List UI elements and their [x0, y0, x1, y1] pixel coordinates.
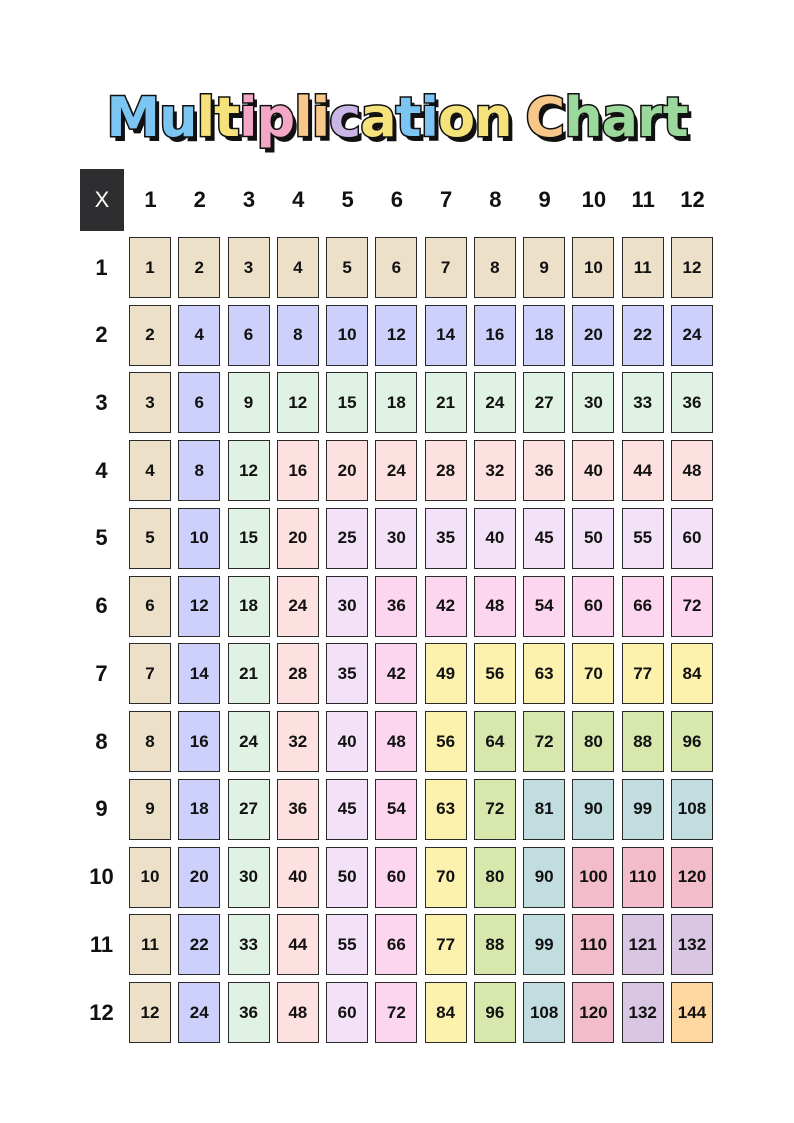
title-letter: h: [564, 86, 602, 149]
product-cell: 42: [375, 643, 417, 704]
product-cell: 56: [425, 711, 467, 772]
product-cell: 110: [622, 847, 664, 908]
product-cell: 90: [572, 779, 614, 840]
product-cell: 10: [572, 237, 614, 298]
product-cell: 30: [326, 576, 368, 637]
title-letter: o: [437, 86, 475, 149]
title-letter: c: [329, 86, 361, 149]
product-cell: 50: [326, 847, 368, 908]
product-cell: 4: [178, 305, 220, 366]
product-cell: 80: [474, 847, 516, 908]
title-letter: t: [214, 86, 239, 149]
product-cell: 63: [523, 643, 565, 704]
product-cell: 32: [474, 440, 516, 501]
product-cell: 84: [425, 982, 467, 1043]
product-cell: 72: [671, 576, 713, 637]
product-cell: 12: [671, 237, 713, 298]
title-letter: l: [196, 86, 215, 149]
product-cell: 36: [523, 440, 565, 501]
product-cell: 5: [129, 508, 171, 569]
product-cell: 99: [523, 914, 565, 975]
product-cell: 20: [277, 508, 319, 569]
product-cell: 40: [572, 440, 614, 501]
title-letter: p: [256, 86, 295, 149]
product-cell: 77: [622, 643, 664, 704]
product-cell: 11: [129, 914, 171, 975]
product-cell: 3: [129, 372, 171, 433]
column-header: 3: [242, 187, 256, 212]
product-cell: 35: [326, 643, 368, 704]
product-cell: 18: [523, 305, 565, 366]
product-cell: 72: [474, 779, 516, 840]
product-cell: 80: [572, 711, 614, 772]
product-cell: 56: [474, 643, 516, 704]
product-cell: 44: [622, 440, 664, 501]
row-header: 8: [95, 728, 108, 754]
product-cell: 36: [671, 372, 713, 433]
product-cell: 12: [228, 440, 270, 501]
column-header: 10: [581, 187, 607, 212]
product-cell: 35: [425, 508, 467, 569]
product-cell: 96: [474, 982, 516, 1043]
product-cell: 8: [474, 237, 516, 298]
column-header: 6: [390, 187, 403, 212]
column-header: 2: [193, 187, 206, 212]
product-cell: 4: [277, 237, 319, 298]
product-cell: 120: [572, 982, 614, 1043]
column-header: 1: [144, 187, 157, 212]
product-cell: 32: [277, 711, 319, 772]
product-cell: 30: [228, 847, 270, 908]
title-letter: r: [637, 86, 663, 149]
row-header: 5: [95, 525, 108, 551]
product-cell: 16: [474, 305, 516, 366]
product-cell: 7: [425, 237, 467, 298]
product-cell: 6: [228, 305, 270, 366]
title-letter: M: [106, 86, 160, 149]
product-cell: 66: [622, 576, 664, 637]
product-cell: 64: [474, 711, 516, 772]
product-cell: 50: [572, 508, 614, 569]
product-cell: 7: [129, 643, 171, 704]
product-cell: 33: [622, 372, 664, 433]
title-letter: t: [662, 86, 688, 149]
column-header: 5: [341, 187, 354, 212]
product-cell: 42: [425, 576, 467, 637]
title-letter: a: [360, 86, 396, 149]
product-cell: 33: [228, 914, 270, 975]
product-cell: 72: [523, 711, 565, 772]
title-letter: a: [601, 86, 638, 149]
product-cell: 99: [622, 779, 664, 840]
product-cell: 2: [178, 237, 220, 298]
product-cell: 16: [277, 440, 319, 501]
column-header: 8: [489, 187, 502, 212]
product-cell: 11: [622, 237, 664, 298]
title-letter: C: [525, 86, 565, 149]
title-letter: i: [311, 86, 330, 149]
product-cell: 36: [277, 779, 319, 840]
product-cell: 9: [129, 779, 171, 840]
title-letter: i: [420, 86, 438, 149]
product-cell: 18: [228, 576, 270, 637]
product-cell: 18: [178, 779, 220, 840]
product-cell: 36: [375, 576, 417, 637]
column-header: 9: [538, 187, 551, 212]
row-header: 4: [95, 457, 108, 483]
product-cell: 28: [425, 440, 467, 501]
product-cell: 60: [375, 847, 417, 908]
product-cell: 77: [425, 914, 467, 975]
product-cell: 2: [129, 305, 171, 366]
product-cell: 40: [474, 508, 516, 569]
product-cell: 20: [572, 305, 614, 366]
product-cell: 12: [129, 982, 171, 1043]
product-cell: 48: [474, 576, 516, 637]
product-cell: 24: [228, 711, 270, 772]
product-cell: 6: [375, 237, 417, 298]
product-cell: 9: [228, 372, 270, 433]
product-cell: 63: [425, 779, 467, 840]
row-header: 7: [95, 660, 108, 686]
product-cell: 14: [178, 643, 220, 704]
product-cell: 48: [277, 982, 319, 1043]
product-cell: 24: [178, 982, 220, 1043]
product-cell: 66: [375, 914, 417, 975]
row-header: 12: [89, 999, 114, 1025]
product-cell: 20: [326, 440, 368, 501]
product-cell: 70: [572, 643, 614, 704]
product-cell: 27: [228, 779, 270, 840]
product-cell: 40: [277, 847, 319, 908]
product-cell: 6: [129, 576, 171, 637]
row-header: 10: [89, 864, 114, 890]
product-cell: 108: [671, 779, 713, 840]
product-cell: 36: [228, 982, 270, 1043]
product-cell: 120: [671, 847, 713, 908]
product-cell: 49: [425, 643, 467, 704]
product-cell: 15: [326, 372, 368, 433]
product-cell: 132: [622, 982, 664, 1043]
product-cell: 54: [375, 779, 417, 840]
product-cell: 44: [277, 914, 319, 975]
title-letter: n: [474, 86, 512, 149]
product-cell: 25: [326, 508, 368, 569]
product-cell: 30: [375, 508, 417, 569]
column-header: 7: [439, 187, 453, 212]
title-letter: t: [395, 86, 421, 149]
product-cell: 81: [523, 779, 565, 840]
product-cell: 18: [375, 372, 417, 433]
product-cell: 8: [277, 305, 319, 366]
product-cell: 54: [523, 576, 565, 637]
product-cell: 15: [228, 508, 270, 569]
product-cell: 24: [277, 576, 319, 637]
product-cell: 24: [474, 372, 516, 433]
row-header: 2: [95, 322, 108, 348]
product-cell: 108: [523, 982, 565, 1043]
product-cell: 27: [523, 372, 565, 433]
product-cell: 14: [425, 305, 467, 366]
product-cell: 48: [671, 440, 713, 501]
product-cell: 45: [523, 508, 565, 569]
product-cell: 10: [178, 508, 220, 569]
product-cell: 20: [178, 847, 220, 908]
product-cell: 48: [375, 711, 417, 772]
title-letter: i: [238, 86, 257, 149]
title-letter: l: [294, 86, 312, 149]
page-title: [0, 78, 794, 158]
column-header: 12: [680, 187, 705, 212]
row-header: 11: [89, 931, 114, 957]
product-cell: 72: [375, 982, 417, 1043]
product-cell: 10: [129, 847, 171, 908]
product-cell: 45: [326, 779, 368, 840]
product-cell: 144: [671, 982, 713, 1043]
product-cell: 16: [178, 711, 220, 772]
column-header: 4: [292, 187, 305, 212]
product-cell: 12: [178, 576, 220, 637]
product-cell: 4: [129, 440, 171, 501]
product-cell: 60: [326, 982, 368, 1043]
product-cell: 60: [671, 508, 713, 569]
product-cell: 8: [178, 440, 220, 501]
product-cell: 1: [129, 237, 171, 298]
product-cell: 40: [326, 711, 368, 772]
row-header: 6: [95, 593, 108, 619]
product-cell: 22: [622, 305, 664, 366]
product-cell: 28: [277, 643, 319, 704]
product-cell: 6: [178, 372, 220, 433]
product-cell: 90: [523, 847, 565, 908]
product-cell: 96: [671, 711, 713, 772]
product-cell: 100: [572, 847, 614, 908]
row-header: 1: [95, 254, 108, 280]
product-cell: 55: [326, 914, 368, 975]
product-cell: 8: [129, 711, 171, 772]
product-cell: 24: [375, 440, 417, 501]
product-cell: 21: [425, 372, 467, 433]
column-header: 11: [631, 187, 655, 212]
row-header: 9: [95, 796, 108, 822]
title-letter: u: [159, 86, 197, 149]
product-cell: 88: [474, 914, 516, 975]
product-cell: 5: [326, 237, 368, 298]
product-cell: 21: [228, 643, 270, 704]
product-cell: 60: [572, 576, 614, 637]
product-cell: 10: [326, 305, 368, 366]
product-cell: 12: [375, 305, 417, 366]
product-cell: 9: [523, 237, 565, 298]
product-cell: 121: [622, 914, 664, 975]
product-cell: 55: [622, 508, 664, 569]
product-cell: 132: [671, 914, 713, 975]
product-cell: 30: [572, 372, 614, 433]
product-cell: 88: [622, 711, 664, 772]
product-cell: 110: [572, 914, 614, 975]
product-cell: 70: [425, 847, 467, 908]
product-cell: 24: [671, 305, 713, 366]
product-cell: 84: [671, 643, 713, 704]
product-cell: 3: [228, 237, 270, 298]
row-header: 3: [95, 389, 108, 415]
product-cell: 22: [178, 914, 220, 975]
multiply-symbol-corner: X: [80, 169, 124, 231]
product-cell: 12: [277, 372, 319, 433]
